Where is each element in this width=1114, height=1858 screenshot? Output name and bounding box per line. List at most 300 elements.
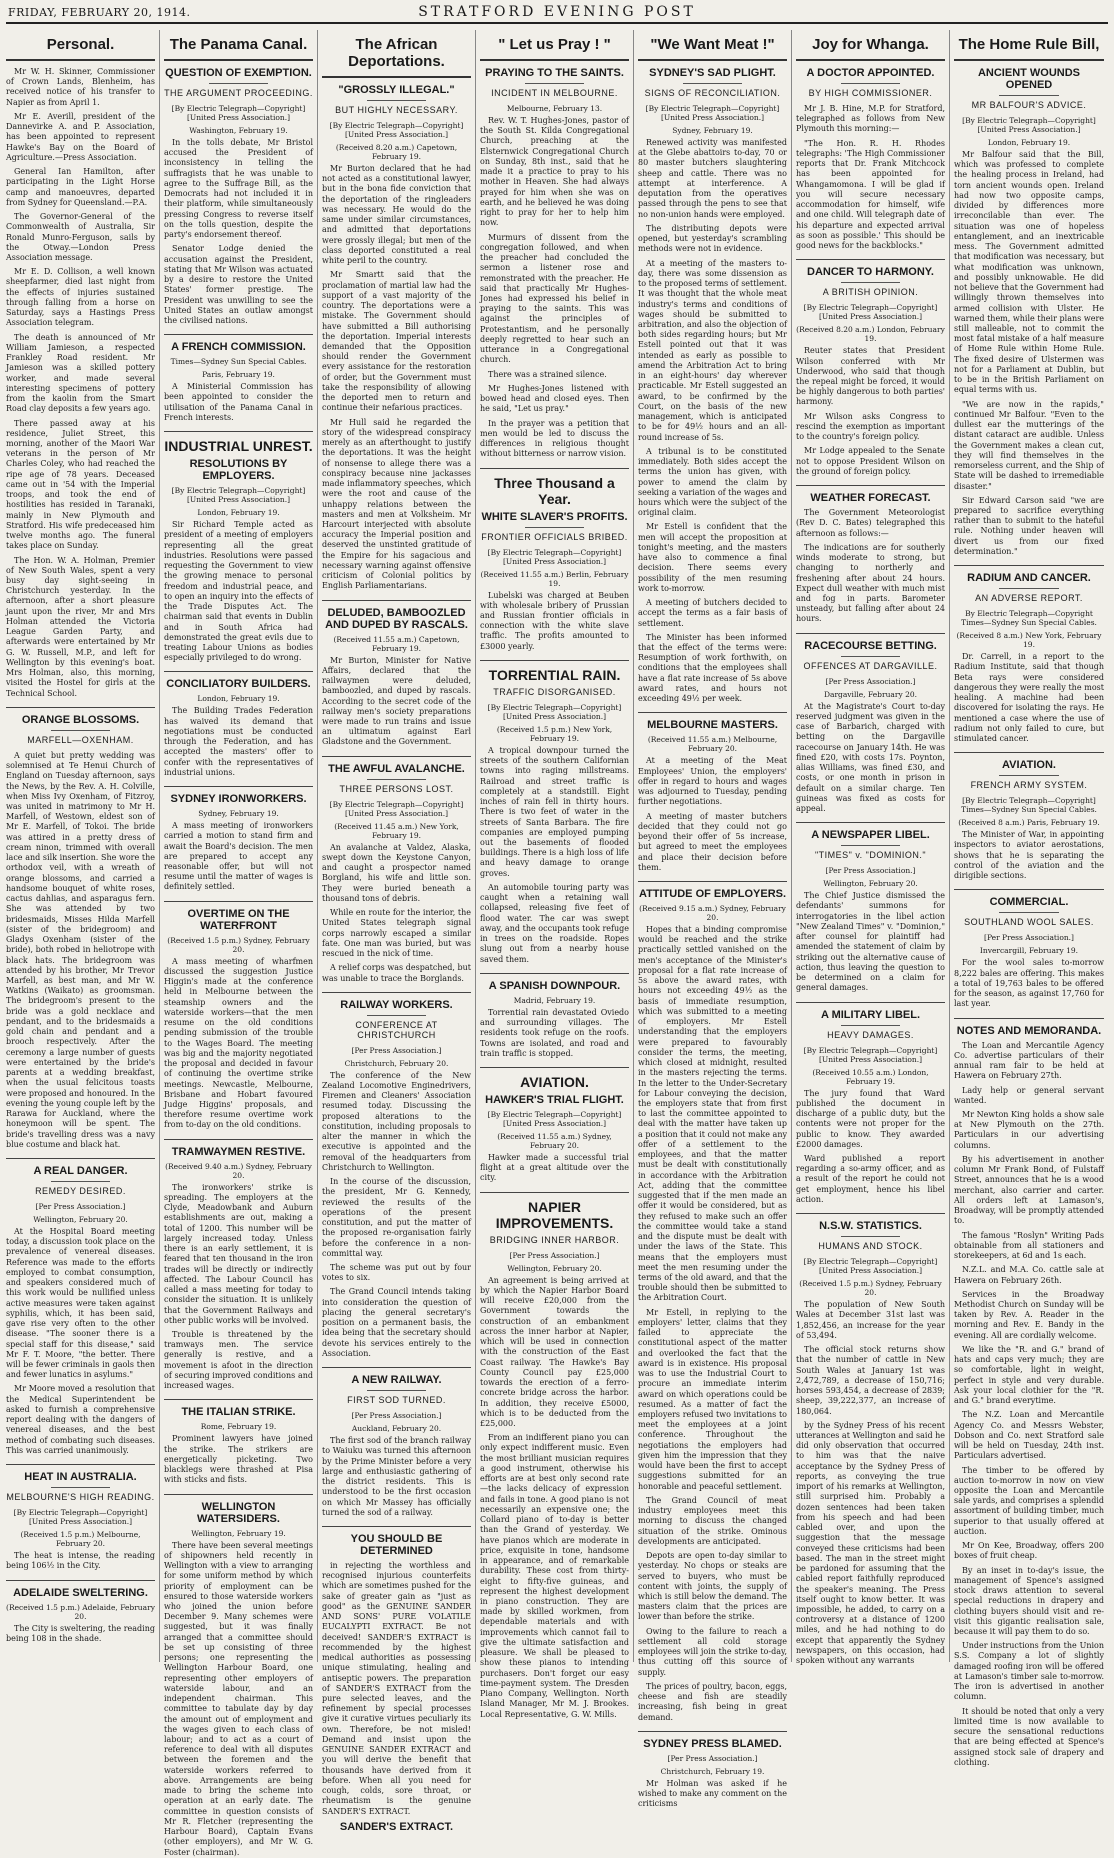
article-paragraph: The conference of the New Zealand Locomotive Enginedrivers, Firemen and Cleaners' Association resumed today. Discussing the proposed alterations to the constitution, including proposals to alter the manner in which the executive is appointed and the removal of the headquarters from Christchurch to Wellington. — [322, 1070, 471, 1172]
article-headline: HAWKER'S TRIAL FLIGHT. — [485, 1094, 624, 1106]
article-paragraph: The population of New South Wales at December 31st last was 1,852,456, an increase for the year of 53,494. — [796, 1300, 945, 1340]
article — [6, 1580, 155, 1644]
article-paragraph: Mr W. H. Skinner, Commissioner of Crown Lands, Blenheim, has received notice of his transfer to Napier as from April 1. — [6, 67, 155, 107]
article — [6, 707, 155, 1150]
article-paragraph: Under instructions from the Union S.S. Company a lot of slightly damaged roofing iron will be offered at Lamason's timber sale to-morrow. The iron is advertised in another column. — [954, 1641, 1104, 1702]
article-paragraph: The Loan and Mercantile Agency Co. advertise particulars of their annual ram fair to be held at Hawera on February 27th. — [954, 1040, 1104, 1081]
article-paragraph: At a meeting of the masters to-day, there was some dissension as to the proposed terms of settlement. It was thought that the whole meat industry's terms and conditions of wages should be submitted to arbitration, and also the objection of both sides regarding hours; but Mr Estell pointed out that it was intended as early as possible to amend the Arbitration Act to bring in an eight-hours' day wherever practicable. Mr Estell suggested an award, to be confirmed by the Court, on the basis of the new management, which is anticipated to be for 49½ hours and an all-round increase of 5s. — [638, 258, 787, 442]
article-divider — [322, 1526, 471, 1527]
headline-rule — [51, 730, 111, 731]
article-dateline: (Received 8.20 a.m.) London, February 19. — [796, 325, 945, 344]
article-paragraph: Ward published a report regarding a so-army officer, and as a result of the report he could not get employment, hence his libel action. — [796, 1154, 945, 1204]
article — [164, 1494, 313, 1858]
article-paragraph: In the course of the discussion, the president, Mr G. Kennedy, reviewed the results of the operations of the present constitution, and put the matter of the proposed re-organisation fairly before the conference in a non-committal way. — [322, 1177, 471, 1258]
article — [638, 67, 787, 704]
article-paragraph: At a meeting of the Meat Employees' Union, the employers' offer in regard to hours and wages was adjourned to Tuesday, pending further negotiations. — [638, 756, 787, 807]
article-headline: WELLINGTON WATERSIDERS. — [197, 1500, 280, 1525]
article-dateline: (Received 9.40 a.m.) Sydney, February 20. — [165, 1161, 312, 1180]
article-headline: TRAMWAYMEN RESTIVE. — [171, 1145, 306, 1158]
headline-rule — [51, 1181, 111, 1182]
article-paragraph: Trouble is threatened by the tramways men. The service generally is restive, and a movement is afoot in the direction of securing improved conditions and increased wages. — [164, 1329, 313, 1391]
article-dateline: (Received 11.55 a.m.) Capetown, February 19. — [333, 634, 460, 653]
column-4 — [480, 30, 634, 1719]
article-dateline: (Received 10.55 a.m.) London, February 19. — [812, 1067, 929, 1086]
article-paragraph: By an inset in to-day's issue, the management of Spence's assigned stock draws attention to several special reductions in drapery and clothing buyers should visit and re-visit this gigantic realisation sale, because it will pay them to do so. — [954, 1565, 1104, 1637]
article — [796, 822, 945, 993]
article-paragraph: in rejecting the worthless and recognised injurious counterfeits which are sometimes pushed for the sake of greater gain as "just as good" as the GENUINE SANDER AND SONS' PURE VOLATILE EUCALYPTI EXTRACT. Be not deceived! SANDER'S EXTRACT is recommended by the highest medical authorities as possessing unique stimulating, healing and antiseptic powers. The preparation of SANDER'S EXTRACT from the pure selected leaves, and the refinement by special processes give it curative virtues peculiarly its own. Therefore, be not misled! Demand and insist upon the GENUINE SANDER EXTRACT and you will derive the benefit that thousands have derived from it before. When all you need for cough, colds, sore throat, or rheumatism is the genuine SANDER'S EXTRACT. — [322, 1560, 471, 1816]
article-dateline: (Received 8.20 a.m.) Capetown, February 19. — [335, 143, 458, 161]
column-heading: Personal. — [6, 30, 155, 61]
article-headline: SYDNEY'S SAD PLIGHT. — [649, 67, 776, 79]
column-5 — [638, 30, 792, 1809]
column-heading: " Let us Pray ! " — [480, 30, 629, 61]
article-headline: NOTES AND MEMORANDA. — [956, 1024, 1102, 1037]
article-paragraph: A meeting of master butchers decided that they could not go beyond their offer of 5s increase, but agreed to meet the employees and place their decision before them. — [638, 811, 787, 872]
article-divider — [480, 468, 629, 469]
article-paragraph: The distributing depots were opened, but yesterday's scrambling methods were not in evidence. — [638, 223, 787, 254]
article-dateline: (Received 1.5 p.m.) Melbourne, February 20. — [20, 1530, 141, 1549]
article-paragraph: A mass meeting of ironworkers carried a motion to stand firm and await the Board's decision. The men are prepared to accept any reasonable offer, but will not resume until the matter of wages is definitely settled. — [164, 821, 313, 892]
article-divider — [796, 485, 945, 486]
article-dateline: (Received 11.45 a.m.) New York, February 19. — [334, 821, 459, 840]
article-paragraph: Prominent lawyers have joined the strike. The strikers are energetically picketing. Two blacklegs were thrashed at Pisa with sticks and fists. — [164, 1434, 313, 1485]
article-footer: SANDER'S EXTRACT. — [339, 1820, 454, 1833]
article-headline: HEAT IN AUSTRALIA. — [24, 1471, 137, 1484]
article-subheadline: OFFENCES AT DARGAVILLE. — [803, 660, 938, 671]
article-paragraph: Services in the Broadway Methodist Church on Sunday will be taken by Rev. A. Reader in the morning and Rev. E. Bandy in the evening. All are cordially welcome. — [954, 1289, 1104, 1340]
article-paragraph: The timber to be offered by auction to-morrow in now on view opposite the Loan and Mercantile sale yards, and comprises a splendid assortment of building timber, much superior to that usually offered at auction. — [954, 1465, 1104, 1536]
article-source: [By Electric Telegraph—Copyright] [United Press Association.] — [329, 799, 464, 818]
headline-rule — [841, 1236, 901, 1237]
article-paragraph: Murmurs of dissent from the congregation followed, and when the preacher had concluded the sermon a listener rose and remonstrated with the preacher. He said that practically Mr Hughes-Jones had expressed his belief in praying to the saints. This was against the principles of Protestantism, and he personally deeply regretted to hear such an utterance in a Congregational church. — [480, 232, 629, 365]
article-paragraph: The Building Trades Federation has waived its demand that negotiations must be conducted through the Federation, and has accepted the masters' offer to confer with the representatives of industrial unions. — [164, 706, 313, 777]
article-paragraph: For the wool sales to-morrow 8,222 bales are offering. This makes a total of 19,763 bales to be offered for the season, as against 17,760 for last year. — [954, 958, 1104, 1009]
article-paragraph: The Grand Council of meat industry employees meet this morning to discuss the changed situation of the strike. Ominous developments are anticipated. — [638, 1495, 787, 1546]
article-paragraph: The ironworkers' strike is spreading. The employers at the Clyde, Meadowbank and Auburn establishments are out, making a total of 1200. This number will be largely increased today. Unless there is an early settlement, it is feared that ten thousand in the iron trades will be directly or indirectly affected. The Labour Council has called a mass meeting for today to consider the situation. It is unlikely that the Government Railways and other public works will be involved. — [164, 1182, 313, 1325]
article-subheadline: HEAVY DAMAGES. — [827, 1029, 914, 1040]
article-dateline: (Received 11.55 a.m.) Melbourne, February 20. — [647, 735, 778, 754]
article-paragraph: A mass meeting of wharfmen discussed the suggestion Justice Higgin's made at the conference held in Melbourne between the steamship owners and the waterside workers—that the men resume on the old conditions pending submission of the trouble to the Wages Board. The meeting was big and the majority negotiated the proposal and decided in favour of continuing the overtime strike meetings. Newcastle, Melbourne, Brisbane and Hobart favoured Judge Higgins' proposals, and therefore resume overtime work from to-day on the old conditions. — [164, 956, 313, 1130]
article-paragraph: Dr. Carrell, in a report to the Radium Institute, said that though Beta rays were considered dangerous they were really the most healing. A machine had been discovered for isolating the rays. He mentioned a case where the use of radium not only failed to cure, but stimulated cancer. — [954, 652, 1104, 744]
article-paragraph: The Grand Council intends taking into consideration the question of placing the general secretary's position on a permanent basis, the idea being that the secretary should devote his services entirely to the Association. — [322, 1287, 471, 1358]
article-source: [By Electric Telegraph—Copyright] [United Press Association.] — [645, 104, 780, 122]
article — [638, 881, 787, 1723]
article-paragraph: The jury found that Ward published the document in discharge of a public duty, but the contents were not proper for the public to know. They awarded £2000 damages. — [796, 1088, 945, 1149]
article-divider — [322, 992, 471, 993]
article-paragraph: The N.Z. Loan and Mercantile Agency Co. and Messrs Webster, Dobson and Co. next Stratford sale will be held on Tuesday, 24th inst. Particulars advertised. — [954, 1410, 1104, 1461]
article — [164, 1139, 313, 1392]
article-source: [Per Press Association.] — [984, 933, 1074, 943]
headline-rule — [525, 527, 585, 528]
article-paragraph: The Governor-General of the Commonwealth of Australia, Sir Ronald Munro-Ferguson, sails by the Otway.—London Press Association message. — [6, 212, 155, 262]
article-paragraph: An avalanche at Valdez, Alaska, swept down the Keystone Canyon, and caught a prospector named Borgland, his wife and little son. They were buried beneath a thousand tons of debris. — [322, 842, 471, 903]
article-subheadline: CONFERENCE AT CHRISTCHURCH — [355, 1019, 438, 1040]
article-paragraph: Mr Burton, Minister for Native Affairs, declared that the railwaymen were deluded, bamboozled, and duped by rascals. According to the secret code of the railway men's society preparations were made to run trains and issue an ultimatum against Earl Gladstone and the Government. — [322, 655, 471, 747]
article-divider — [480, 1067, 629, 1068]
article-dateline: (Received 1.5 p.m.) Adelaide, February 20. — [6, 1602, 155, 1621]
article-paragraph: The official stock returns show that the number of cattle in New South Wales at January 1st was 2,472,789, a decrease of 150,716; horses 593,454, a decrease of 2839; sheep, 39,222,377, an increase of 180,064. — [796, 1345, 945, 1416]
article-paragraph: Mr Burton declared that he had not acted as a constitutional lawyer, but in the bona fide conviction that the deportation of the ringleaders was necessary. He would do the same under similar circumstances, and admitted that deportations were grossly illegal; but men of the class deported constituted a real white peril to the country. — [322, 164, 471, 266]
article-source: By Electric Telegraph—Copyright Times—Sydney Sun Special Cables. — [961, 609, 1097, 628]
article-dateline: Washington, February 19. — [189, 126, 288, 135]
article-headline: RACECOURSE BETTING. — [804, 639, 937, 652]
section-banner: INDUSTRIAL UNREST. — [164, 438, 313, 455]
article-paragraph: There have been several meetings of shipowners held recently in Wellington with a view to arranging for some uniform method by which priority of employment can be ensured to those waterside workers who joined the union before December 9. Many schemes were suggested, but it was finally arranged that a committee should be set up consisting of three persons; one representing the Wellington Harbour Board, one representing other employers of waterside labour, and an independent chairman. This committee to tabulate day by day the amount out of employment and the wages given to each class of labour; and to act as a court of reference to deal with all disputes between the foremen and the waterside workers referred to above. Arrangements are being made to bring the scheme into operation at an early date. The committee in question consists of Mr R. Fletcher (representing the Harbour Board), Captain Evans (other employers), and Mr W. G. Foster (chairman). — [164, 1540, 313, 1857]
article — [6, 1464, 155, 1571]
article-paragraph: "We are now in the rapids," continued Mr Balfour. "Even to the dullest ear the mutterings of the distant cataract are audible. Unless the Government makes a clean cut, they will find themselves in the remorseless current, and the Ship of State will be dashed to irremediable disaster." — [954, 399, 1104, 491]
article-divider — [796, 1002, 945, 1003]
headline-rule — [367, 100, 427, 101]
article-paragraph: In the prayer was a petition that men would be led to discuss the differences in religious thought without bitterness or narrow vision. — [480, 418, 629, 459]
article — [796, 633, 945, 815]
article-subheadline: MELBOURNE'S HIGH READING. — [6, 1492, 155, 1503]
column-6 — [796, 30, 950, 1666]
article-subheadline: FRENCH ARMY SYSTEM. — [970, 780, 1088, 791]
article-paragraph: A tribunal is to be constituted immediately. Both sides accept the terms the union has given, with power to amend the claim by seeking a variation of the wages and hours which were the subject of the original claim. — [638, 446, 787, 518]
article-paragraph: There passed away at his residence, Juliet Street, this morning, another of the Maori War veterans in the person of Mr Charles Coley, who had reached the ripe age of 78 years. Deceased came out in '54 with the Imperial troops, and took the end of hostilities has resided in Taranaki, mainly in New Plymouth and Stratford. His wife predeceased him twelve months ago. The funeral takes place on Sunday. — [6, 418, 155, 551]
article-subheadline: TRAFFIC DISORGANISED. — [493, 686, 616, 697]
article-dateline: London, February 19. — [197, 694, 280, 704]
article-subheadline: REMEDY DESIRED. — [35, 1185, 126, 1196]
article-paragraph: Mr E. Averill, president of the Dannevirke A. and P. Association, has been appointed to represent Hawke's Bay on the Board of Agriculture.—Press Association. — [6, 111, 155, 162]
article — [322, 756, 471, 984]
columns — [6, 30, 1108, 1857]
article — [954, 889, 1104, 1009]
article-dateline: Wellington, February 20. — [33, 1214, 128, 1224]
article-paragraph: Owing to the failure to reach a settlement all cold storage employees will join the strike to-day, thus cutting off this source of supply. — [638, 1626, 787, 1677]
column-2 — [164, 30, 318, 1857]
column-heading: Joy for Whanga. — [796, 30, 945, 61]
article-headline: AVIATION. — [1002, 759, 1056, 772]
article-divider — [164, 1494, 313, 1495]
article-paragraph: The prices of poultry, bacon, eggs, cheese and fish are steadily increasing, fish being in great demand. — [638, 1681, 787, 1722]
article-headline: A REAL DANGER. — [33, 1164, 128, 1177]
article-dateline: Paris, February 19. — [202, 370, 275, 380]
article-paragraph: Mr Lodge appealed to the Senate not to oppose President Wilson on the ground of foreign policy. — [796, 446, 945, 476]
article-paragraph: The Minister has been informed that the effect of the terms were: Resumption of work forthwith, on conditions that the employees shall have a flat rate increase of 5s above award rates, and hours not exceeding 49½ per week. — [638, 632, 787, 704]
article-paragraph: Hawker made a successful trial flight at a great altitude over the city. — [480, 1153, 629, 1183]
article-source: [Per Press Association.] — [825, 866, 916, 876]
article-subheadline: BY HIGH COMMISSIONER. — [808, 88, 933, 98]
headline-rule — [841, 845, 901, 846]
article-paragraph: The heat is intense, the reading being 106½ in the City. — [6, 1551, 155, 1571]
article-subheadline: FIRST SOD TURNED. — [347, 1395, 446, 1406]
article-dateline: (Received 11.55 a.m.) Sydney, February 20. — [497, 1132, 612, 1150]
article-headline: YOU SHOULD BE DETERMINED — [350, 1532, 443, 1557]
article-source: [By Electric Telegraph—Copyright] [United Press Association.] — [487, 702, 622, 721]
article-subheadline: SOUTHLAND WOOL SALES. — [964, 917, 1094, 928]
article — [796, 259, 945, 477]
article-paragraph: Sir Edward Carson said "we are prepared to sacrifice everything rather than to submit to the hateful rule. Nothing under heaven will divert us from our fixed determination." — [954, 495, 1104, 556]
article-dateline: Auckland, February 20. — [351, 1424, 442, 1434]
article-paragraph: The Minister of War, in appointing inspectors to aviator aerostations, shows that he is separating the control of the aviation and the dirigible sections. — [954, 830, 1104, 881]
article — [638, 712, 787, 873]
article-paragraph: Lady help or general servant wanted. — [954, 1085, 1104, 1105]
article-paragraph: The indications are for southerly winds moderate to strong, but changing to northerly and freshening after about 24 hours. Expect dull weather with much mist and fog in parts. Barometer unsteady, but falling after about 24 hours. — [796, 542, 945, 624]
section-banner: AVIATION. — [520, 1074, 589, 1090]
article-subheadline: BUT HIGHLY NECESSARY. — [335, 105, 458, 115]
article-divider — [638, 881, 787, 882]
article — [164, 67, 313, 326]
headline-rule — [999, 588, 1059, 589]
article-source: [By Electric Telegraph—Copyright] [United Press Association.] — [13, 1508, 148, 1527]
headline-rule — [841, 1025, 901, 1026]
article-paragraph: Lubelski was charged at Beuben with wholesale bribery of Prussian and Russian frontier officials in connection with the white slave traffic. The profits amounted to £3000 yearly. — [480, 590, 629, 651]
article-headline: SYDNEY IRONWORKERS. — [170, 793, 307, 806]
article-divider — [164, 786, 313, 787]
article-divider — [6, 1158, 155, 1159]
article — [322, 992, 471, 1359]
article-dateline: London, February 19. — [987, 138, 1071, 147]
article-divider — [164, 334, 313, 335]
article-dateline: (Received 8 a.m.) New York, February 19. — [956, 631, 1102, 650]
article-source: Times—Sydney Sun Special Cables. — [170, 357, 307, 367]
article-source: [Per Press Association.] — [825, 676, 916, 686]
article-dateline: Wellington, February 20. — [823, 879, 918, 889]
article-paragraph: It should be noted that only a very limited time is now available to secure the sensational reductions that are being effected at Spence's assigned stock sale of drapery and clothing. — [954, 1706, 1104, 1767]
article-paragraph: Mr Newton King holds a show sale at New Plymouth on the 27th. Particulars in our advertising columns. — [954, 1110, 1104, 1150]
article-dateline: (Received 11.55 a.m.) Berlin, February 19. — [480, 569, 629, 588]
article-paragraph: A relief corps was despatched, but was unable to trace the Borglands. — [322, 963, 471, 983]
article-paragraph: Torrential rain devastated Oviedo and surrounding villages. The residents took refuge on the roofs. Towns are isolated, and road and train traffic is stopped. — [480, 1007, 629, 1058]
article-source: [Per Press Association.] — [351, 1411, 442, 1421]
article-divider — [954, 752, 1104, 753]
article-paragraph: Rev. W. T. Hughes-Jones, pastor of the South St. Kilda Congregational Church, preaching at the Elsternwick Congregational Church on Sunday, 8th inst., said that he made it a practice to pray to his mother in Heaven. She had always prayed for him when she was on earth, and he believed he was doing right to pray for her to help him now. — [480, 116, 629, 228]
article-divider — [6, 707, 155, 708]
article-subheadline: HUMANS AND STOCK. — [818, 1241, 923, 1252]
article-paragraph: The famous "Roslyn" Writing Pads obtainable from all stationers and storekeepers, at 6d and 1s each. — [954, 1230, 1104, 1261]
article-headline: QUESTION OF EXEMPTION. — [165, 67, 312, 79]
article — [954, 1018, 1104, 1768]
article-source: [Per Press Association.] — [35, 1201, 126, 1211]
article-source: [By Electric Telegraph—Copyright] [United Press Association.] — [487, 1110, 622, 1128]
article — [796, 1002, 945, 1206]
article-paragraph: The death is announced of Mr William Jamieson, a respected Frankley Road resident. Mr Jamieson was a skilled pottery worker, and made several interesting specimens of pottery from the kaolin from the Smart Road clay deposits a few years ago. — [6, 332, 155, 414]
article-divider — [322, 756, 471, 757]
article-divider — [954, 1018, 1104, 1019]
article — [480, 660, 629, 965]
article-paragraph: While en route for the interior, the United States telegraph signal corps narrowly escaped a similar fate. One man was buried, but was rescued in the nick of time. — [322, 908, 471, 959]
article-divider — [796, 633, 945, 634]
article-divider — [322, 1367, 471, 1368]
article-subheadline: FRONTIER OFFICIALS BRIBED. — [481, 531, 628, 542]
article-headline: A NEWSPAPER LIBEL. — [811, 829, 930, 842]
article-dateline: (Received 8 a.m.) Paris, February 19. — [958, 818, 1100, 828]
article-subheadline: THREE PERSONS LOST. — [339, 783, 454, 794]
article-subheadline: "TIMES" v. "DOMINION." — [814, 850, 927, 861]
column-3 — [322, 30, 476, 1833]
article — [954, 752, 1104, 881]
article-subheadline: MR BALFOUR'S ADVICE. — [971, 100, 1087, 110]
article — [480, 1067, 629, 1184]
article-paragraph: Mr Balfour said that the Bill, which was professed to complete the healing process in Ireland, had torn ancient wounds open. Ireland had now two opposite camps, divided by differences more irreconcilable than ever. The situation was one of hopeless entanglement, and an inextricable mess. The Government admitted that modification was necessary, but what modification was unknown, and possibly unknowable. He did not believe that the Government had willingly thrown themselves into armed collision with Ulster. He warned them, while their plans were still malleable, not to commit the most fatal mistake of a half measure of Home Rule within Home Rule. The fixed desire of Ulstermen was not for a Parliament at Dublin, but to be in the British Parliament on equal terms with us. — [954, 150, 1104, 395]
article-paragraph: In the tolls debate, Mr Bristol accused the President of inconsistency in telling the suffragists that he was unable to agree to the Suffrage Bill, as the Democrats had not included it in their platform, while simultaneously pressing Congress to reverse itself on the tolls question, despite the party's endorsement thereof. — [164, 138, 313, 240]
article-divider — [164, 1139, 313, 1140]
article-paragraph: The scheme was put out by four votes to six. — [322, 1262, 471, 1283]
article-paragraph: Mr Holman was asked if he wished to make any comment on the criticisms — [638, 1778, 787, 1809]
masthead — [6, 4, 1108, 24]
article-dateline: Wellington, February 19. — [191, 1528, 286, 1538]
article-source: [By Electric Telegraph—Copyright] [United Press Association.] — [487, 547, 622, 566]
article-source: [By Electric Telegraph—Copyright] [United Press Association.] — [171, 486, 306, 505]
article-paragraph: The City is sweltering, the reading being 108 in the shade. — [6, 1623, 155, 1643]
article-divider — [480, 660, 629, 661]
article-paragraph: The Chief Justice dismissed the defendants' summons for interrogatories in the libel action "New Zealand Times" v. "Dominion," after counsel for plaintiff had amended the statement of claim by striking out the alternative cause of action, thus leaving the question to be determined on a claim for general damages. — [796, 891, 945, 993]
article-divider — [954, 565, 1104, 566]
article-divider — [164, 901, 313, 902]
headline-rule — [367, 1390, 427, 1391]
article-dateline: (Received 1.5 p.m.) New York, February 19. — [496, 724, 613, 743]
article-headline: A MILITARY LIBEL. — [821, 1008, 920, 1021]
article-divider — [322, 600, 471, 601]
article-divider — [480, 1192, 629, 1193]
article-headline: THE AWFUL AVALANCHE. — [328, 762, 465, 775]
article-headline: A NEW RAILWAY. — [351, 1374, 442, 1387]
article-paragraph: There was a strained silence. — [488, 369, 607, 379]
article-divider — [796, 822, 945, 823]
article-source: [By Electric Telegraph—Copyright] Times—Sydney Sun Special Cables. — [961, 796, 1097, 815]
article-dateline: Madrid, February 19. — [513, 995, 596, 1005]
article — [796, 67, 945, 251]
headline-rule — [367, 779, 427, 780]
article-paragraph: A tropical downpour turned the streets of the southern Californian towns into raging millstreams. Railroad and street traffic is completely at a standstill. Eight inches of rain fell in thirty hours. There is two feet of water in the streets of Santa Barbara. The fire companies are employed pumping out the basements of flooded buildings. There is a high loss of life and heavy damage to orange groves. — [480, 745, 629, 878]
article-paragraph: By his advertisement in another column Mr Frank Bond, of Fulstaff Street, announces that he is a wood merchant, also carrier and carter. All orders left at Lamason's, Broadway, will be promptly attended to. — [954, 1154, 1104, 1226]
headline-rule — [841, 83, 901, 84]
section-banner: NAPIER IMPROVEMENTS. — [495, 1198, 614, 1231]
article — [480, 1192, 629, 1720]
section-banner: Three Thousand a Year. — [494, 474, 615, 507]
article — [480, 973, 629, 1059]
article-source: [By Electric Telegraph—Copyright] [United Press Association.] — [803, 1045, 938, 1064]
article-source: [Per Press Association.] — [509, 1250, 600, 1260]
article — [164, 901, 313, 1131]
article-paragraph: Mr Wilson asks Congress to rescind the exemption as important to the country's foreign policy. — [796, 411, 945, 442]
article-divider — [638, 1731, 787, 1732]
article-paragraph: Mr Estell is confident that the men will accept the proposition at tonight's meeting, and the masters have also to commence a final decision. There seems every possibility of the men resuming work to-morrow. — [638, 522, 787, 593]
article-headline: RADIUM AND CANCER. — [967, 572, 1091, 585]
article-paragraph: Mr Estell, in replying to the employers' letter, claims that they failed to appreciate the constitutional aspect of the matter and overlooked the fact that the award is in existence. His proposal was to use the Industrial Court to procure an immediate interim award on which operations could be resumed. As a matter of fact the employers refused two invitations to meet the employees at a joint conference. Throughout the negotiations the employers had given him the impression that they would have been the first to accept suggestions submitted for an honorable and peaceful settlement. — [638, 1307, 787, 1491]
article-source: [By Electric Telegraph—Copyright] [United Press Association.] — [803, 1257, 938, 1276]
article-headline: MELBOURNE MASTERS. — [647, 719, 778, 732]
article — [322, 84, 471, 592]
headline-rule — [999, 912, 1059, 913]
article-headline: THE ITALIAN STRIKE. — [181, 1406, 296, 1419]
column-heading: The Home Rule Bill, — [954, 30, 1104, 61]
article-source: [By Electric Telegraph—Copyright] [United Press Association.] — [171, 104, 306, 122]
article-divider — [954, 889, 1104, 890]
article-dateline: London, February 19. — [197, 508, 280, 518]
article-source: [Per Press Association.] — [351, 1045, 442, 1055]
article-headline: SYDNEY PRESS BLAMED. — [643, 1737, 782, 1750]
article-headline: ORANGE BLOSSOMS. — [21, 713, 140, 726]
article — [480, 468, 629, 652]
article-headline: PRAYING TO THE SAINTS. — [485, 67, 624, 79]
article-divider — [6, 1580, 155, 1581]
article-paragraph: At the Magistrate's Court to-day reserved judgment was given in the case of Barbarich, charged with betting on the Dargaville racecourse on January 14th. He was fined £20, with costs 17s. Poynton, alias Williams, was fined £30, and costs, or one month in prison in default on a similar charge. Ten guineas was fixed as costs for appeal. — [796, 701, 945, 814]
article-divider — [638, 712, 787, 713]
article-subheadline: INCIDENT IN MELBOURNE. — [491, 88, 618, 98]
article-paragraph: The first sod of the branch railway to Waiuku was turned this afternoon by the Prime Minister before a very large and enthusiastic gathering of the district residents. This is understood to be the first occasion on which Mr Massey has officially turned the sod of a railway. — [322, 1436, 471, 1517]
article-source: [By Electric Telegraph—Copyright] [United Press Association.] — [329, 121, 464, 139]
article-headline: DANCER TO HARMONY. — [807, 266, 934, 279]
article-paragraph: A meeting of butchers decided to accept the terms as a fair basis of settlement. — [638, 598, 787, 628]
article-paragraph: From an indifferent piano you can only expect indifferent music. Even the most brilliant musician requires a good instrument, otherwise his efforts are at best only second rate—the lacks delicacy of expression and fails in tone. A good piano is not necessarily an expensive one; the Collard piano of to-day is better than the Grand of yesterday. We have pianos which are moderate in price, exquisite in tone, handsome in appearance, and of remarkable durability. These cost from thirty-eight to fifty-five guineas, and represent the highest development in piano construction. They are made by skilled workmen, from dependable materials and with improvements which cannot fail to give the ultimate satisfaction and pleasure. We shall be pleased to show these pianos to intending purchasers. Don't forget our easy time-payment system. The Dresden Piano Company, Wellington. North Island Manager, Mr M. J. Brookes. Local Representative, G. W. Mills. — [480, 1433, 629, 1719]
article-dateline: Dargaville, February 20. — [823, 689, 918, 699]
headline-rule — [999, 775, 1059, 776]
headline-rule — [525, 83, 585, 84]
article-divider — [164, 671, 313, 672]
article-headline: COMMERCIAL. — [989, 896, 1069, 909]
column-7 — [954, 30, 1108, 1767]
headline-rule — [841, 282, 901, 283]
article-paragraph: Depots are open to-day similar to yesterday. No chops or steaks are served to buyers, who must be content with joints, the supply of which is still below the demand. The masters claim that the prices are lower than before the strike. — [638, 1551, 787, 1622]
article-paragraph: "The Hon. R. H. Rhodes telegraphs: 'The High Commissioner reports that Dr. Frank Mitchcock has been appointed for Whangamomona. I will be glad if you will secure necessary accommodation for himself, wife and one child. Will telegraph date of his departure and expected arrival as soon as possible.' This should be good news for the backblocks." — [796, 138, 945, 251]
article-divider — [796, 1213, 945, 1214]
column-heading: "We Want Meat !" — [638, 30, 787, 61]
article-paragraph: A Ministerial Commission has been appointed to consider the utilisation of the Panama Canal in French interests. — [164, 382, 313, 422]
article-paragraph: by the Sydney Press of his recent utterances at Wellington and said he did only observation that occurred to him was that the naive acceptance by the Sydney Press of reports, as conveying the true import of his remarks at Wellington, still surprised him. Probably a dozen sentences had been taken from his speech and had been cabled over, and upon the suggestion that the message conveyed these criticisms had been based. The man in the street might be pardoned for assuming that the cabled report faithfully reproduced the speaker's meaning. The Press itself ought to know better. It was impossible, he added, to carry on a controversy at a distance of 1200 miles, and he had nothing to do except that apparently the Sydney newspapers, on this occasion, had spoken without any warrants — [796, 1420, 946, 1666]
article-paragraph: An agreement is being arrived at by which the Napier Harbor Board will receive £20,000 from the Government towards the construction of an embankment across the inner harbor at Napier, which will be used in connection with the construction of the East Coast railway. The Hawke's Bay County Council pay £25,000 towards the erection of a ferro-concrete bridge across the harbor. In addition, they receive £5000, which is to be deducted from the £25,000. — [480, 1275, 629, 1428]
article — [164, 786, 313, 893]
article-divider — [6, 1464, 155, 1465]
article-divider — [164, 1399, 313, 1400]
article-dateline: Christchurch, February 19. — [660, 1766, 765, 1776]
article-source: [By Electric Telegraph—Copyright] [United Press Association.] — [803, 303, 938, 322]
article-paragraph: The Government Meteorologist (Rev D. C. Bates) telegraphed this afternoon as follows:— — [796, 508, 945, 538]
article — [954, 67, 1104, 557]
article-paragraph: We like the "R. and G." brand of hats and caps very much; they are so comfortable, light in weight, perfect in style and very durable. Ask your local clothier for the "R. and G." brand everytime. — [954, 1344, 1104, 1406]
article-dateline: Invercargill, February 19. — [979, 946, 1079, 956]
headline-rule — [841, 656, 901, 657]
headline-rule — [999, 95, 1059, 96]
article — [6, 67, 155, 699]
article-dateline: Christchurch, February 20. — [344, 1058, 449, 1068]
article-dateline: (Received 9.15 a.m.) Sydney, February 20. — [639, 904, 786, 922]
article-headline: N.S.W. STATISTICS. — [819, 1220, 922, 1233]
article-subheadline: A BRITISH OPINION. — [822, 287, 919, 298]
article-headline: ANCIENT WOUNDS OPENED — [977, 67, 1081, 91]
column-heading: The Panama Canal. — [164, 30, 313, 61]
column-1 — [6, 30, 160, 1662]
article-headline: CONCILIATORY BUILDERS. — [166, 678, 311, 691]
article-paragraph: Mr E. D. Collison, a well known sheepfarmer, died last night from the effects of injuries sustained through falling from a horse on Saturday, says a Hastings Press Association telegram. — [6, 267, 155, 328]
article — [322, 1367, 471, 1518]
article-dateline: Rome, February 19. — [200, 1422, 277, 1432]
article-headline: WEATHER FORECAST. — [810, 492, 931, 505]
article-headline: WHITE SLAVER'S PROFITS. — [481, 510, 628, 523]
article-divider — [480, 973, 629, 974]
article-paragraph: Mr On Kee, Broadway, offers 200 boxes of fruit cheap. — [954, 1541, 1104, 1561]
article-paragraph: General Ian Hamilton, after participating in the Light Horse camp and manoeuvres, departed from Sydney for Queensland.—P.A. — [6, 167, 155, 207]
article-headline: "GROSSLY ILLEGAL." — [338, 84, 455, 96]
article-headline: A SPANISH DOWNPOUR. — [488, 979, 621, 992]
article — [164, 671, 313, 778]
article-headline: A FRENCH COMMISSION. — [171, 341, 306, 354]
article-paragraph: A quiet but pretty wedding was solemnised at Te Henui Church of England on Tuesday afternoon, says the News, by the Rev. A. H. Colville, when Miss Ivy Oxenham, of Fitzroy, was united in matrimony to Mr H. Marfell, of Westown, eldest son of Mr E. Marfell, of Tokoi. The bride was attired in a pretty dress of cream ninon, trimmed with overall lace and silk insertion. She wore the orthodox veil, with a wreath of orange blossoms, and carried a handsome bouquet of white roses, cactus dahlias, and asparagus fern. She was attended by two bridesmaids, Misses Hilda Marfell (sister of the bridegroom) and Gladys Oxenham (sister of the bride), both robed in heliotrope with black hats. The bridegroom was attended by his brother, Mr Trevor Marfell, as best man, and Mr W. Watkins (Waikato) as groomsman. The bridegroom's present to the bride was a gold necklace and pendant, and to the bridesmaids a gold chain and pendant and a brooch respectively. After the ceremony a large number of guests were entertained by the bride's parents at a wedding breakfast, when the usual felicitous toasts were proposed and honoured. In the evening the young couple left by the Rarawa for Auckland, where the honeymoon will be spent. The bride's travelling dress was a navy blue costume and black hat. — [6, 750, 155, 1149]
section-banner: TORRENTIAL RAIN. — [488, 666, 621, 683]
article-headline: ATTITUDE OF EMPLOYERS. — [638, 888, 787, 900]
article-paragraph: Mr Hughes-Jones listened with bowed head and closed eyes. Then he said, "Let us pray." — [480, 383, 629, 414]
article — [164, 431, 313, 663]
article-paragraph: Renewed activity was manifested at the Glebe abattoirs to-day, 70 or 80 master butchers slaughtering sheep and cattle. There was no attempt at interference. A deputation from the operatives passed through the pens to see that no non-union hands were employed. — [638, 138, 787, 219]
article-dateline: Sydney, February 19. — [672, 126, 753, 135]
article-source: [By Electric Telegraph—Copyright] [United Press Association.] — [962, 116, 1096, 134]
article-subheadline: AN ADVERSE REPORT. — [975, 593, 1083, 604]
article-headline: RAILWAY WORKERS. — [340, 998, 453, 1011]
article — [322, 600, 471, 748]
article — [954, 565, 1104, 744]
article-headline: OVERTIME ON THE WATERFRONT — [187, 907, 290, 932]
